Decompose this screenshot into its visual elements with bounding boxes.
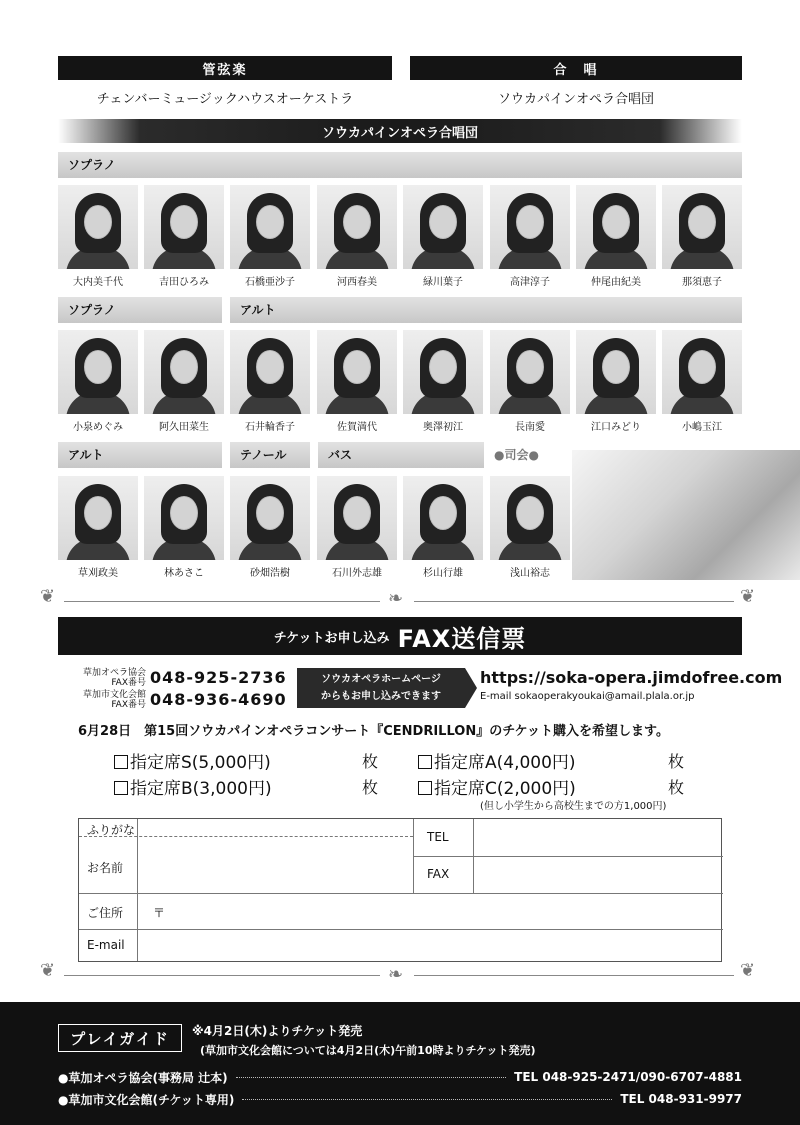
checkbox-icon[interactable]: [418, 755, 432, 769]
fax-label: FAX: [427, 867, 450, 881]
member-name: 河西春美: [337, 277, 377, 288]
member-portrait: [144, 185, 224, 293]
seat-b-option[interactable]: 指定席B(3,000円): [114, 774, 272, 799]
tel-field[interactable]: [475, 819, 721, 855]
member-portrait: [403, 476, 483, 584]
member-portrait: [317, 476, 397, 584]
seat-a-unit: 枚: [668, 752, 685, 771]
contact-hall-tel: TEL 048-931-9977: [620, 1092, 742, 1106]
org2-fax-number: 048-936-4690: [150, 690, 287, 709]
play-guide-label: プレイガイド: [58, 1024, 182, 1052]
fax-form-title: [58, 617, 742, 655]
member-portrait: [403, 330, 483, 438]
checkbox-icon[interactable]: [114, 755, 128, 769]
fax-title-big: FAX送信票: [397, 624, 527, 653]
part-bass: バス: [318, 442, 484, 468]
furigana-field[interactable]: [139, 819, 411, 835]
member-portrait: [230, 476, 310, 584]
contact-culture-hall: ●草加市文化会館(チケット専用) TEL 048-931-9977: [58, 1092, 742, 1107]
name-label: お名前: [87, 861, 124, 875]
seat-a-option[interactable]: 指定席A(4,000円): [418, 748, 576, 773]
purchase-statement: 6月28日 第15回ソウカパインオペラコンサート『CENDRILLON』のチケット購入を希望します。: [78, 724, 669, 739]
address-label: ご住所: [87, 906, 124, 920]
member-portrait: [230, 330, 310, 438]
divider-line: [414, 601, 734, 602]
member-portrait: [317, 330, 397, 438]
website-link[interactable]: https://soka-opera.jimdofree.com: [480, 668, 783, 687]
member-name: 浅山裕志: [510, 568, 550, 579]
member-name: 砂畑浩樹: [250, 568, 290, 579]
flourish-top-center-icon: ❧: [388, 588, 404, 609]
member-portrait: [490, 330, 570, 438]
contact-opera-tel: TEL 048-925-2471/090-6707-4881: [514, 1070, 742, 1084]
member-name: 草刈政美: [78, 568, 118, 579]
seat-s-option[interactable]: 指定席S(5,000円): [114, 748, 271, 773]
member-name: 佐賀満代: [337, 422, 377, 433]
member-name: 大内美千代: [73, 277, 123, 288]
sale-start-note: ※4月2日(木)よりチケット発売: [192, 1024, 363, 1038]
email-field[interactable]: [139, 930, 721, 960]
member-portrait: [662, 330, 742, 438]
member-portrait: [403, 185, 483, 293]
member-portrait: [576, 185, 656, 293]
member-name: 小嶋玉江: [682, 422, 722, 433]
email-label: E-mail: [87, 938, 125, 952]
divider-line: [64, 601, 380, 602]
orchestra-header: 管弦楽: [58, 56, 392, 80]
part-soprano-2: ソプラノ: [58, 297, 222, 323]
member-name: 石橋亜沙子: [245, 277, 295, 288]
member-name: 緑川葉子: [423, 277, 463, 288]
member-name: 長南愛: [515, 422, 545, 433]
seat-b-unit: 枚: [362, 778, 379, 797]
part-alto-1: アルト: [230, 297, 742, 323]
tel-label: TEL: [427, 830, 449, 844]
rehearsal-photo: [572, 450, 800, 580]
member-portrait: [490, 185, 570, 293]
member-name: 高津淳子: [510, 277, 550, 288]
member-name: 奥澤初江: [423, 422, 463, 433]
member-portrait: [58, 330, 138, 438]
member-name: 那須恵子: [682, 277, 722, 288]
flourish-top-right-icon: ❦: [740, 586, 756, 607]
flourish-bottom-center-icon: ❧: [388, 964, 404, 985]
email-address[interactable]: E-mail sokaoperakyoukai@amail.plala.or.jp: [480, 691, 695, 702]
member-name: 小泉めぐみ: [73, 422, 123, 433]
member-portrait: [662, 185, 742, 293]
member-portrait: [576, 330, 656, 438]
org1-label: 草加オペラ協会 FAX番号: [82, 668, 146, 688]
application-form: [78, 818, 722, 962]
part-mc: ●司会●: [494, 448, 539, 462]
member-portrait: [58, 185, 138, 293]
member-portrait: [490, 476, 570, 584]
seat-c-unit: 枚: [668, 778, 685, 797]
member-name: 杉山行雄: [423, 568, 463, 579]
child-price-note: (但し小学生から高校生までの方1,000円): [480, 801, 667, 812]
checkbox-icon[interactable]: [114, 781, 128, 795]
orchestra-name: チェンバーミュージックハウスオーケストラ: [96, 92, 354, 107]
seat-c-option[interactable]: 指定席C(2,000円): [418, 774, 576, 799]
divider-line: [414, 975, 734, 976]
seat-s-unit: 枚: [362, 752, 379, 771]
checkbox-icon[interactable]: [418, 781, 432, 795]
member-portrait: [144, 476, 224, 584]
flourish-top-left-icon: ❦: [40, 586, 56, 607]
member-portrait: [230, 185, 310, 293]
chorus-name: ソウカパインオペラ合唱団: [497, 92, 654, 107]
flourish-bottom-right-icon: ❦: [740, 960, 756, 981]
member-name: 江口みどり: [591, 422, 641, 433]
address-field[interactable]: [169, 894, 721, 928]
flourish-bottom-left-icon: ❦: [40, 960, 56, 981]
org1-fax-number: 048-925-2736: [150, 668, 287, 687]
chorus-header: 合 唱: [410, 56, 742, 80]
member-name: 石川外志雄: [332, 568, 382, 579]
furigana-label: ふりがな: [87, 823, 136, 837]
member-name: 石井輪香子: [245, 422, 295, 433]
name-field[interactable]: [139, 837, 411, 892]
member-portrait: [144, 330, 224, 438]
member-portrait: [58, 476, 138, 584]
play-guide-footer: [0, 1002, 800, 1125]
org2-label: 草加市文化会館 FAX番号: [82, 690, 146, 710]
part-alto-2: アルト: [58, 442, 222, 468]
member-name: 阿久田菜生: [159, 422, 209, 433]
contact-opera-society: ●草加オペラ協会(事務局 辻本) TEL 048-925-2471/090-6707-4881: [58, 1070, 742, 1085]
member-name: 仲尾由紀美: [591, 277, 641, 288]
member-name: 林あさこ: [164, 568, 204, 579]
divider-line: [64, 975, 380, 976]
sale-hall-note: (草加市文化会館については4月2日(木)午前10時よりチケット発売): [200, 1044, 536, 1057]
fax-field[interactable]: [475, 857, 721, 892]
homepage-note: ソウカオペラホームページ からもお申し込みできます: [297, 668, 465, 708]
fax-title-small: チケットお申し込み: [273, 630, 390, 646]
member-portrait: [317, 185, 397, 293]
part-tenor: テノール: [230, 442, 310, 468]
choir-banner: ソウカパインオペラ合唱団: [58, 119, 742, 143]
postal-mark: 〒: [153, 906, 166, 920]
part-soprano-1: ソプラノ: [58, 152, 742, 178]
member-name: 吉田ひろみ: [159, 277, 209, 288]
arrow-right-icon: [465, 668, 477, 708]
